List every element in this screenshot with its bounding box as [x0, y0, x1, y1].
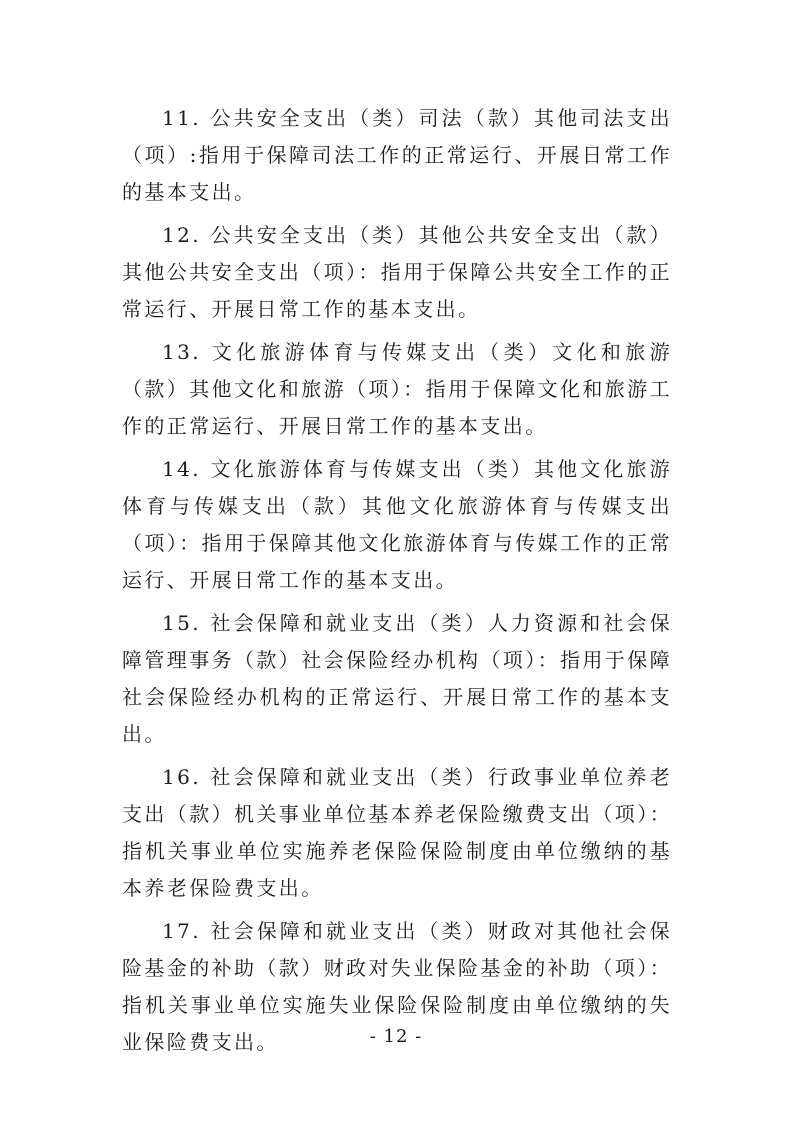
paragraph-13: 13. 文化旅游体育与传媒支出（类）文化和旅游（款）其他文化和旅游（项）：指用于保障文化和旅游工作的正常运行、开展日常工作的基本支出。 — [122, 340, 672, 438]
paragraph-15: 15. 社会保障和就业支出（类）人力资源和社会保障管理事务（款）社会保险经办机构（项）：指用于保障社会保险经办机构的正常运行、开展日常工作的基本支出。 — [122, 611, 672, 746]
paragraph-16: 16. 社会保障和就业支出（类）行政事业单位养老支出（款）机关事业单位基本养老保险缴费支出（项）：指机关事业单位实施养老保险保险制度由单位缴纳的基本养老保险费支出。 — [122, 765, 672, 900]
paragraph-11: 11. 公共安全支出（类）司法（款）其他司法支出（项）:指用于保障司法工作的正常运行、开展日常工作的基本支出。 — [122, 106, 672, 204]
page-number: - 12 - — [369, 1026, 423, 1047]
paragraph-17: 17. 社会保障和就业支出（类）财政对其他社会保险基金的补助（款）财政对失业保险基金的补助（项）：指机关事业单位实施失业保险保险制度由单位缴纳的失业保险费支出。 — [122, 919, 672, 1054]
document-body — [122, 100, 672, 1067]
paragraph-12: 12. 公共安全支出（类）其他公共安全支出（款）其他公共安全支出（项）：指用于保障公共安全工作的正常运行、开展日常工作的基本支出。 — [122, 223, 672, 321]
paragraph-14: 14. 文化旅游体育与传媒支出（类）其他文化旅游体育与传媒支出（款）其他文化旅游体育与传媒支出（项）：指用于保障其他文化旅游体育与传媒工作的正常运行、开展日常工作的基本支出。 — [122, 457, 672, 592]
